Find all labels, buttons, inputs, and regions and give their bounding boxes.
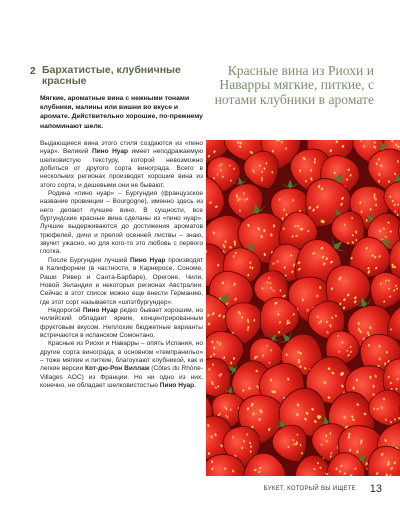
body-paragraph <box>40 190 203 257</box>
text-run: имеет неподражаемую шелковистую текстуру, которой невозможно добиться от другого сорта винограда. Всего в нескольких регионах производят хорошие вина из этого сорта, и дешевыми они не бывают. <box>40 148 203 189</box>
wine-name: Пино Нуар <box>130 256 166 264</box>
text-run: (Côtes du Rhône-Villages AOC) из Франции. Но ни одно из них, конечно, не обладает шелковистостью <box>40 365 203 389</box>
section-number: 2 <box>30 66 36 77</box>
wine-name: Пино Нуар <box>159 381 195 389</box>
text-run: Родина «пино нуар» – Бургундия (французское название провинции – Bourgogne), именно здесь из него делают лучшее вино. В сущности, все бургундские красные вина сделаны из «пино нуар». Лучшие выдерживаются до достижения ароматов трюфелей, дичи и прелой осенней листвы – знаю, звучит ужасно, но для кого-то это любовь с первого глотка. <box>40 190 203 256</box>
strawberries-photo <box>206 140 400 476</box>
body-paragraph <box>40 140 203 190</box>
body-paragraph <box>40 340 203 390</box>
lead-paragraph: Мягкие, ароматные вина с нежными тонами клубники, малины или вишни во вкусе и аромате. Действительно хорошие, по-прежнему напоминают шелк. <box>40 95 203 130</box>
text-run: Красные из Риохи и Наварры – опять Испания, но другие сорта винограда, в основном «темпранильо» – тоже мягкие и питкие, благоухают клубникой, как и легкие версии <box>40 340 203 373</box>
section-title: Бархатистые, клубничные красные <box>42 64 181 87</box>
body-text <box>40 140 203 390</box>
body-paragraph <box>40 257 203 307</box>
text-run: Выдающиеся вина этого стиля создаются из «пино нуар». Великий <box>40 140 203 156</box>
page-number: 13 <box>369 483 382 495</box>
text-run: производят в Калифорнии (в частности, в Карнеросе, Сономе, Раши Ривер и Санта-Барбаре), Орегоне, Чили, Новой Зеландии и некоторых регионах Австралии. Сейчас в этот список можно еще внести Германию, где этот сорт называется «шпэтбургундер». <box>40 256 203 306</box>
text-run: редко бывает хорошим, но чилийский обладает ярким, концентрированным фруктовым вкусом. Неплохие бюджетные варианты встречаются в испанском Сомонтано. <box>40 306 203 339</box>
page-footer <box>222 483 382 497</box>
wine-name: Пино Нуар <box>91 148 129 156</box>
running-footer-label: БУКЕТ, КОТОРЫЙ ВЫ ИЩЕТЕ <box>263 486 356 492</box>
text-run: . <box>194 381 196 389</box>
text-run: Недорогой <box>48 306 83 314</box>
body-paragraph <box>40 307 203 340</box>
wine-name: Кот-дю-Рон Виллаж <box>84 365 150 373</box>
pull-quote: Красные вина из Риохи и Наварры мягкие, питкие, с нотами клубники в аромате <box>214 63 374 107</box>
wine-name: Пино Нуар <box>82 306 118 314</box>
text-run: После Бургундии лучший <box>48 256 130 264</box>
